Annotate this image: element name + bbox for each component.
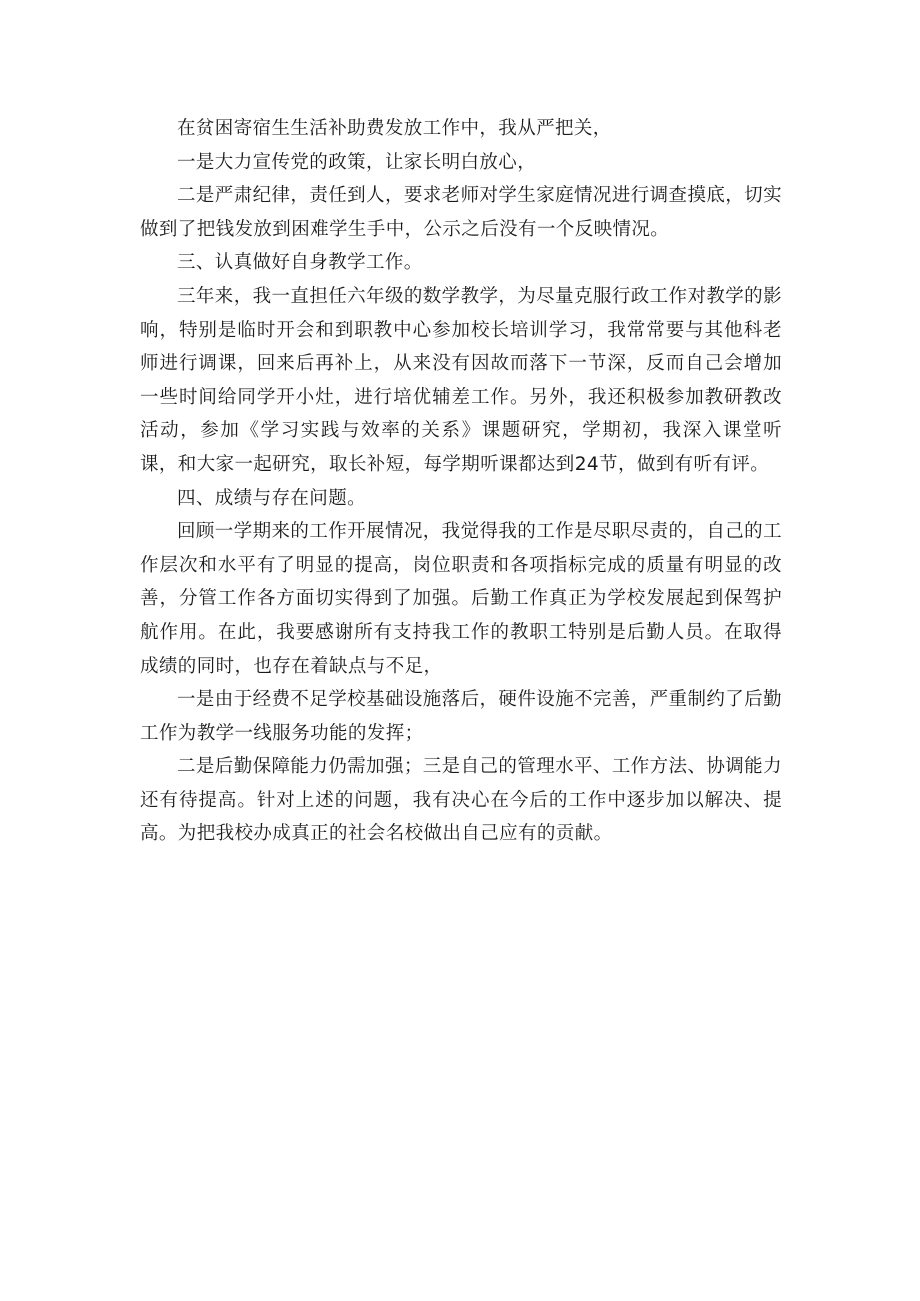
section-heading-results: 四、成绩与存在问题。	[177, 487, 367, 509]
paragraph-discipline: 二是严肃纪律，责任到人，要求老师对学生家庭情况进行调查摸底，切实做到了把钱发放到困难学生手中，公示之后没有一个反映情况。	[140, 185, 782, 240]
paragraph-review: 回顾一学期来的工作开展情况，我觉得我的工作是尽职尽责的，自己的工作层次和水平有了明显的提高，岗位职责和各项指标完成的质量有明显的改善，分管工作各方面切实得到了加强。后勤工作真正为学校发展起到保驾护航作用。在此，我要感谢所有支持我工作的教职工特别是后勤人员。在取得成绩的同时，也存在着缺点与不足，	[140, 521, 782, 677]
paragraph-subsidy-intro: 在贫困寄宿生生活补助费发放工作中，我从严把关，	[177, 118, 612, 139]
paragraph-funding-issue: 一是由于经费不足学校基础设施落后，硬件设施不完善，严重制约了后勤工作为教学一线服务功能的发挥；	[140, 689, 782, 744]
section-heading-teaching: 三、认真做好自身教学工作。	[177, 252, 423, 274]
paragraph-improvement: 二是后勤保障能力仍需加强；三是自己的管理水平、工作方法、协调能力还有待提高。针对上述的问题，我有决心在今后的工作中逐步加以解决、提高。为把我校办成真正的社会名校做出自己应有的贡献。	[140, 756, 782, 845]
paragraph-teaching-work: 三年来，我一直担任六年级的数学教学，为尽量克服行政工作对教学的影响，特别是临时开会和到职教中心参加校长培训学习，我常常要与其他科老师进行调课，回来后再补上，从来没有因故而落下一节深，反而自己会增加一些时间给同学开小灶，进行培优辅差工作。另外，我还积极参加教研教改活动，参加《学习实践与效率的关系》课题研究，学期初，我深入课堂听课，和大家一起研究，取长补短，每学期听课都达到24节，做到有听有评。	[140, 285, 782, 475]
paragraph-policy-publicity: 一是大力宣传党的政策，让家长明白放心，	[177, 151, 537, 173]
document-body	[140, 112, 782, 851]
